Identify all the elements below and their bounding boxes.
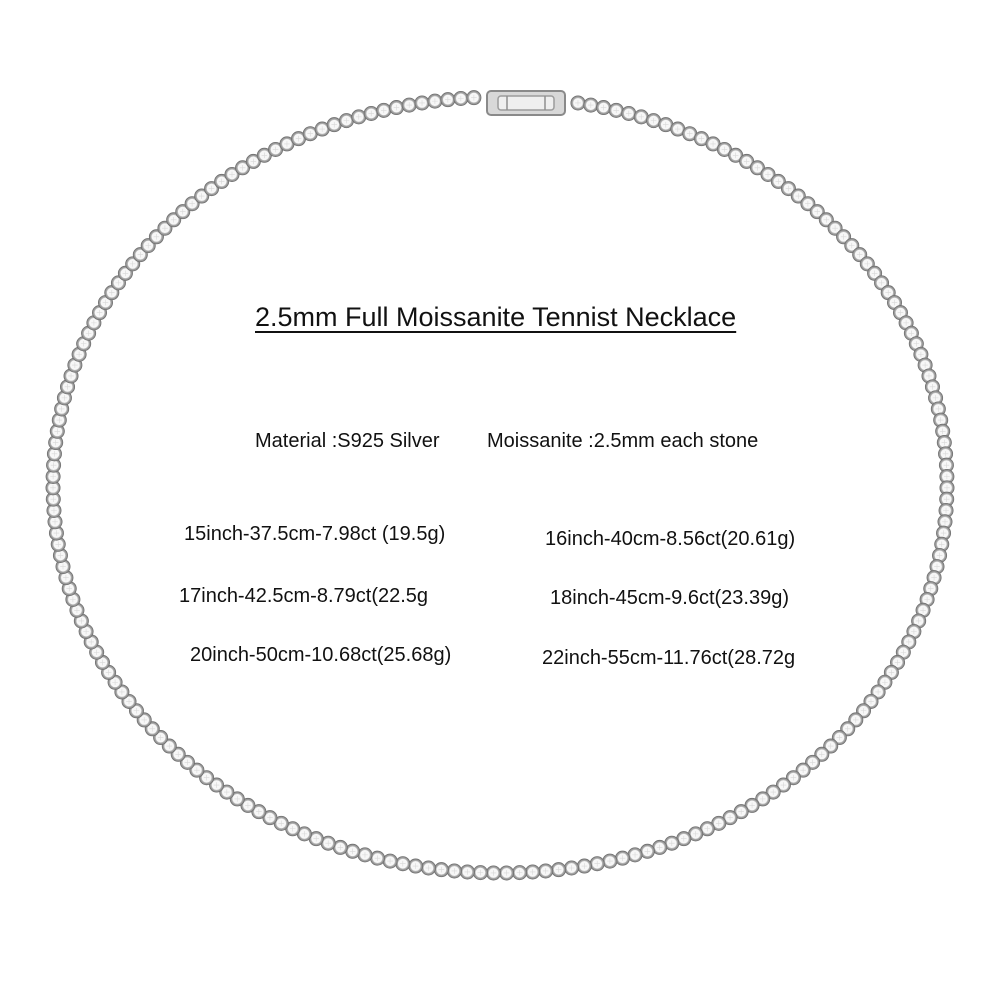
- moissanite-stone: [460, 865, 474, 879]
- moissanite-stone: [571, 96, 585, 110]
- moissanite-stone: [467, 91, 481, 105]
- moissanite-stone: [352, 110, 366, 124]
- moissanite-stone: [396, 857, 410, 871]
- moissanite-stone: [539, 864, 553, 878]
- moissanite-stone: [486, 866, 500, 880]
- stone-spec: Moissanite :2.5mm each stone: [487, 430, 759, 452]
- moissanite-stone: [609, 103, 623, 117]
- moissanite-stone: [454, 91, 468, 105]
- moissanite-stone: [428, 94, 442, 108]
- moissanite-stone: [377, 103, 391, 117]
- size-option-18-inch: 18inch-45cm-9.6ct(23.39g): [550, 587, 790, 609]
- moissanite-stone: [622, 106, 636, 120]
- moissanite-stone: [447, 864, 461, 878]
- material-spec: Material :S925 Silver: [255, 430, 440, 452]
- size-option-20-inch: 20inch-50cm-10.68ct(25.68g): [190, 644, 452, 666]
- moissanite-stone: [640, 844, 654, 858]
- moissanite-stone: [603, 854, 617, 868]
- necklace-clasp: [487, 91, 565, 115]
- moissanite-stone: [389, 100, 403, 114]
- moissanite-stone: [584, 98, 598, 112]
- moissanite-stone: [421, 861, 435, 875]
- size-option-17-inch: 17inch-42.5cm-8.79ct(22.5g: [179, 585, 429, 607]
- moissanite-stone: [596, 100, 610, 114]
- moissanite-stone: [409, 859, 423, 873]
- size-option-22-inch: 22inch-55cm-11.76ct(28.72g: [542, 647, 796, 669]
- moissanite-stone: [473, 866, 487, 880]
- moissanite-stone: [402, 98, 416, 112]
- size-option-16-inch: 16inch-40cm-8.56ct(20.61g): [545, 528, 796, 550]
- moissanite-stone: [383, 854, 397, 868]
- moissanite-stone: [512, 866, 526, 880]
- moissanite-stone: [415, 96, 429, 110]
- moissanite-stone: [590, 857, 604, 871]
- moissanite-stone: [526, 865, 540, 879]
- moissanite-stone: [499, 866, 513, 880]
- moissanite-stone: [364, 106, 378, 120]
- size-option-15-inch: 15inch-37.5cm-7.98ct (19.5g): [184, 523, 446, 545]
- necklace-chain: [46, 91, 954, 881]
- moissanite-stone: [434, 863, 448, 877]
- moissanite-stone: [615, 851, 629, 865]
- moissanite-stone: [628, 848, 642, 862]
- moissanite-stone: [552, 863, 566, 877]
- moissanite-stone: [441, 93, 455, 107]
- moissanite-stone: [564, 861, 578, 875]
- moissanite-stone: [358, 848, 372, 862]
- moissanite-stone: [370, 851, 384, 865]
- moissanite-stone: [577, 859, 591, 873]
- product-title: 2.5mm Full Moissanite Tennist Necklace: [255, 302, 737, 332]
